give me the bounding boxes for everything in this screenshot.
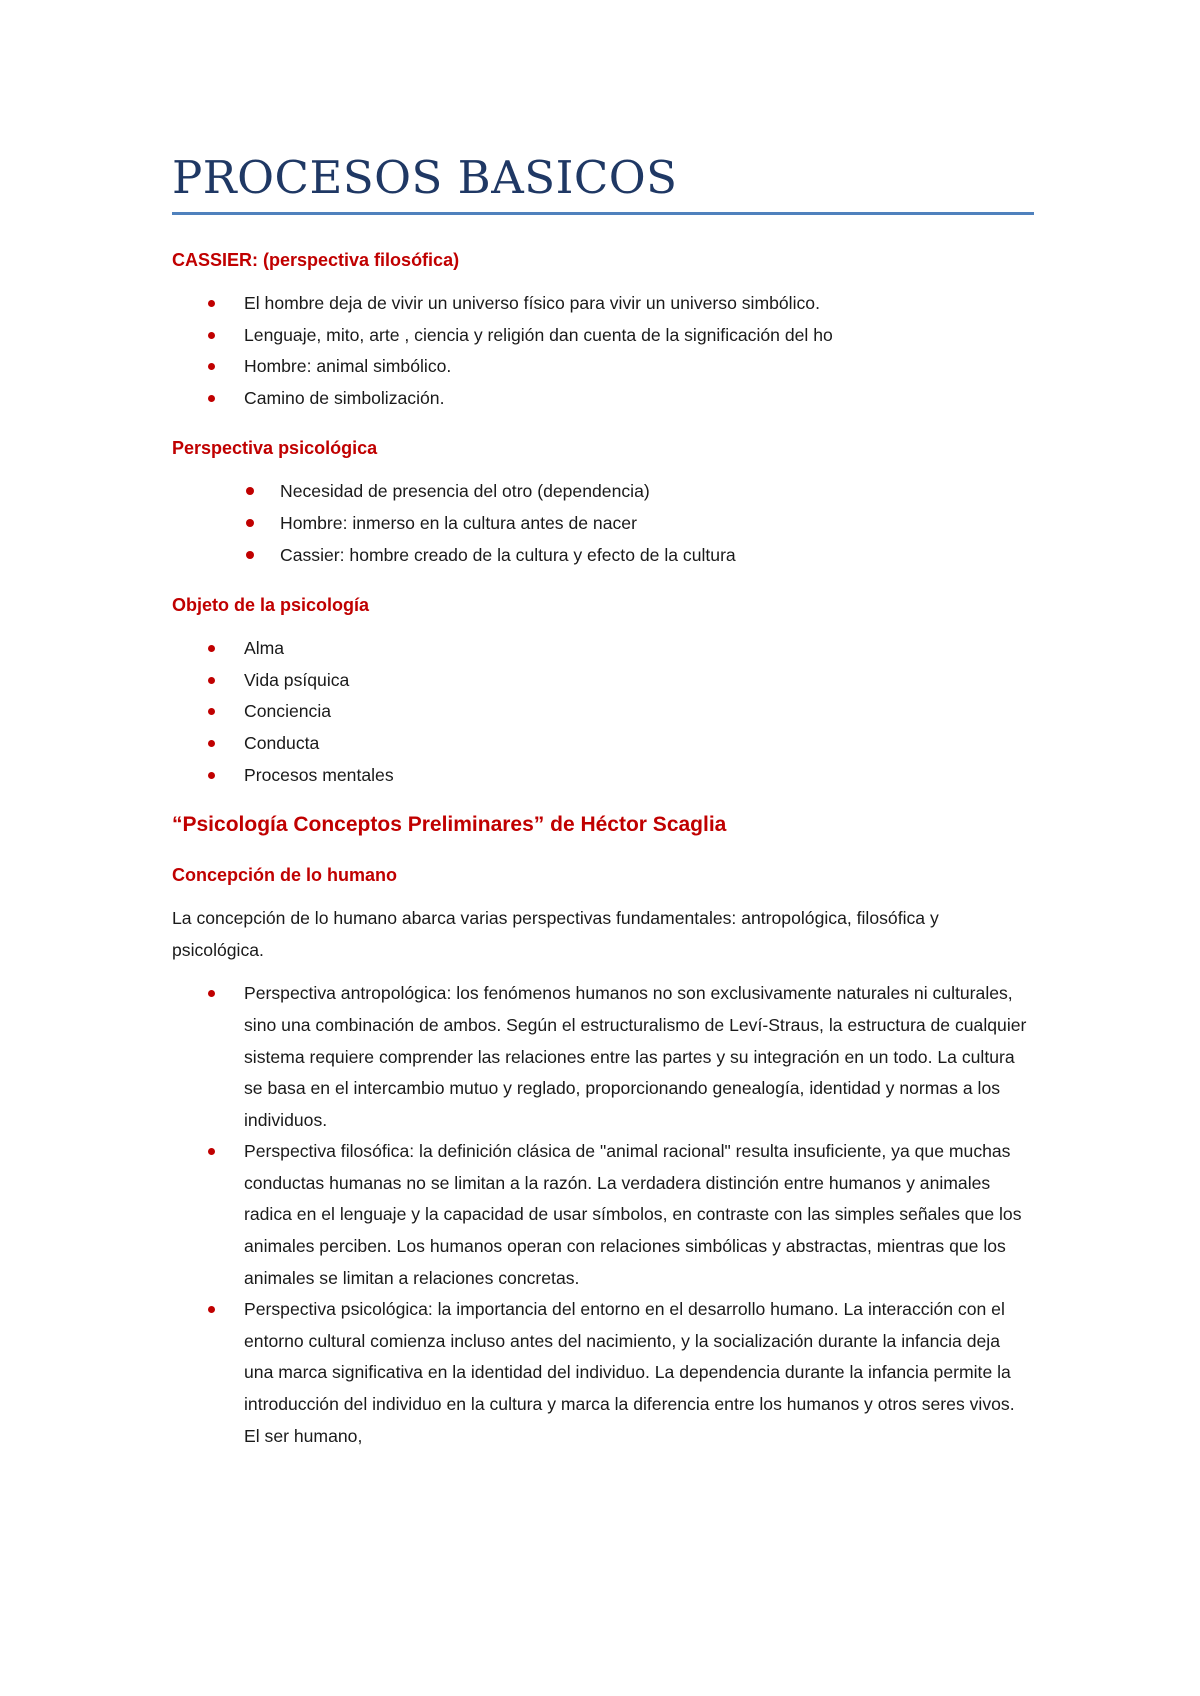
document-title: PROCESOS BASICOS bbox=[172, 151, 678, 204]
section-heading-cassier: CASSIER: (perspectiva filosófica) bbox=[172, 250, 460, 270]
bullet-icon bbox=[208, 1148, 215, 1155]
list-item: Conducta bbox=[172, 728, 1034, 760]
bullet-icon bbox=[246, 551, 254, 559]
section-heading-perspectiva-psicologica: Perspectiva psicológica bbox=[172, 438, 378, 459]
list-item: Procesos mentales bbox=[172, 760, 1034, 792]
bullet-icon bbox=[246, 519, 254, 527]
list-item: Alma bbox=[172, 633, 1034, 665]
bullet-icon bbox=[208, 1306, 215, 1313]
list-item: El hombre deja de vivir un universo físico para vivir un universo simbólico. bbox=[172, 288, 1034, 320]
intro-paragraph: La concepción de lo humano abarca varias perspectivas fundamentales: antropológica, filosófica y psicológica. bbox=[172, 908, 939, 960]
bullet-icon bbox=[208, 332, 215, 339]
bullet-icon bbox=[208, 363, 215, 370]
bullet-list-perspectiva-psicologica bbox=[172, 476, 1034, 571]
bullet-icon bbox=[208, 990, 215, 997]
bullet-icon bbox=[208, 772, 215, 779]
section-heading-objeto: Objeto de la psicología bbox=[172, 595, 370, 616]
bullet-list-objeto bbox=[172, 633, 1034, 791]
list-item: Hombre: inmerso en la cultura antes de nacer bbox=[172, 508, 1034, 540]
list-item: Conciencia bbox=[172, 696, 1034, 728]
list-item: Perspectiva antropológica: los fenómenos humanos no son exclusivamente naturales ni culturales, sino una combinación de ambos. Según el estructuralismo de Leví-Straus, la estructura de cualquier sistema requiere comprender las relaciones entre las partes y su integración en un todo. La cultura se basa en el intercambio mutuo y reglado, proporcionando genealogía, identidad y normas a los individuos. bbox=[172, 978, 1034, 1136]
bullet-icon bbox=[208, 395, 215, 402]
bullet-icon bbox=[208, 740, 215, 747]
list-item: Lenguaje, mito, arte , ciencia y religión dan cuenta de la significación del ho bbox=[172, 320, 1034, 352]
bullet-list-concepcion bbox=[172, 978, 1034, 1452]
list-item: Cassier: hombre creado de la cultura y efecto de la cultura bbox=[172, 540, 1034, 572]
subheading-concepcion: Concepción de lo humano bbox=[172, 865, 398, 886]
list-item: Hombre: animal simbólico. bbox=[172, 351, 1034, 383]
book-heading: “Psicología Conceptos Preliminares” de Héctor Scaglia bbox=[172, 813, 727, 837]
bullet-icon bbox=[208, 645, 215, 652]
bullet-icon bbox=[246, 487, 254, 495]
document-body bbox=[172, 244, 1034, 1452]
list-item: Camino de simbolización. bbox=[172, 383, 1034, 415]
list-item: Necesidad de presencia del otro (dependencia) bbox=[172, 476, 1034, 508]
list-item: Vida psíquica bbox=[172, 665, 1034, 697]
title-underline bbox=[172, 212, 1034, 215]
bullet-icon bbox=[208, 708, 215, 715]
bullet-icon bbox=[208, 677, 215, 684]
list-item: Perspectiva filosófica: la definición clásica de "animal racional" resulta insuficiente, ya que muchas conductas humanas no se limitan a la razón. La verdadera distinción entre humanos y animales radica en el lenguaje y la capacidad de usar símbolos, en contraste con las simples señales que los animales perciben. Los humanos operan con relaciones simbólicas y abstractas, mientras que los animales se limitan a relaciones concretas. bbox=[172, 1136, 1034, 1294]
list-item: Perspectiva psicológica: la importancia del entorno en el desarrollo humano. La interacción con el entorno cultural comienza incluso antes del nacimiento, y la socialización durante la infancia deja una marca significativa en la identidad del individuo. La dependencia durante la infancia permite la introducción del individuo en la cultura y marca la diferencia entre los humanos y otros seres vivos. El ser humano, bbox=[172, 1294, 1034, 1452]
bullet-icon bbox=[208, 300, 215, 307]
bullet-list-cassier bbox=[172, 288, 1034, 414]
